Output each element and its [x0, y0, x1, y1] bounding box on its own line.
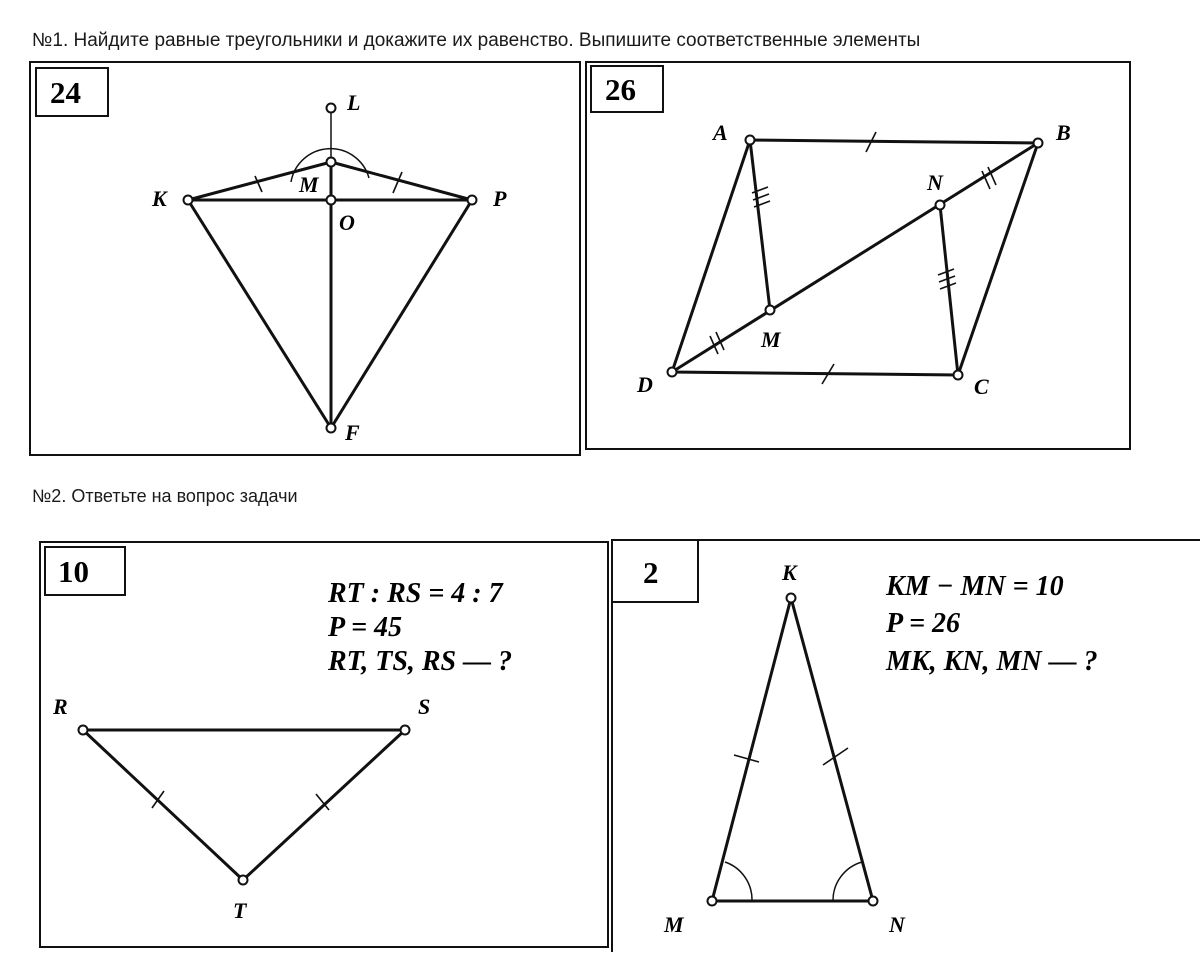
point-n [869, 897, 878, 906]
point-r [79, 726, 88, 735]
condition-difference: KM − MN = 10 [886, 571, 1064, 602]
task1-title: №1. Найдите равные треугольники и докажите их равенство. Выпишите соответственные элементы [32, 30, 921, 51]
label-p: P [493, 186, 507, 211]
label-k: K [152, 186, 167, 211]
segment-rt [83, 730, 243, 880]
figure-26 [586, 62, 1130, 449]
label-o: O [339, 210, 355, 235]
task2-title: №2. Ответьте на вопрос задачи [32, 486, 298, 506]
diagonal-db [672, 143, 1038, 372]
label-r: R [53, 694, 68, 719]
figure-2 [612, 540, 1200, 952]
point-m [708, 897, 717, 906]
point-n [936, 201, 945, 210]
point-m [327, 158, 336, 167]
label-f: F [345, 420, 360, 445]
figure-24-frame [30, 62, 580, 455]
segment-nc [940, 205, 958, 375]
label-d: D [637, 372, 653, 397]
point-l [327, 104, 336, 113]
point-s [401, 726, 410, 735]
angle-arc-n [833, 862, 862, 901]
condition-question: RT, TS, RS — ? [328, 646, 513, 677]
label-n: N [927, 170, 943, 195]
point-k [787, 594, 796, 603]
point-c [954, 371, 963, 380]
label-m: M [299, 172, 319, 197]
point-o [327, 196, 336, 205]
point-m [766, 306, 775, 315]
segment-am [750, 140, 770, 310]
segment-kf [188, 200, 331, 428]
label-k: K [782, 560, 797, 585]
point-b [1034, 139, 1043, 148]
label-b: B [1056, 120, 1071, 145]
figure-24 [30, 62, 580, 455]
tick-mk [734, 755, 759, 762]
figure-26-number: 26 [605, 72, 636, 107]
point-f [327, 424, 336, 433]
tick-mp [393, 172, 402, 193]
condition-perimeter: P = 26 [886, 608, 961, 639]
label-a: A [713, 120, 728, 145]
condition-perimeter: P = 45 [328, 612, 403, 643]
label-m: M [761, 327, 781, 352]
label-c: C [974, 374, 989, 399]
tick-km [255, 176, 262, 192]
condition-ratio: RT : RS = 4 : 7 [328, 578, 503, 609]
figure-24-number: 24 [50, 75, 81, 110]
figure-10-number: 10 [58, 554, 89, 589]
point-a [746, 136, 755, 145]
angle-arc-m [725, 862, 752, 901]
segment-mk [712, 598, 791, 901]
label-s: S [418, 694, 431, 719]
label-l: L [347, 90, 361, 115]
point-p [468, 196, 477, 205]
figure-10 [40, 542, 608, 947]
point-k [184, 196, 193, 205]
point-t [239, 876, 248, 885]
segment-kn [791, 598, 873, 901]
condition-question: MK, KN, MN — ? [886, 646, 1098, 677]
label-n: N [889, 912, 905, 937]
point-d [668, 368, 677, 377]
segment-mp [331, 162, 472, 200]
figure-2-number: 2 [643, 555, 659, 590]
figure-10-frame [40, 542, 608, 947]
label-t: T [233, 898, 247, 923]
label-m: M [664, 912, 684, 937]
